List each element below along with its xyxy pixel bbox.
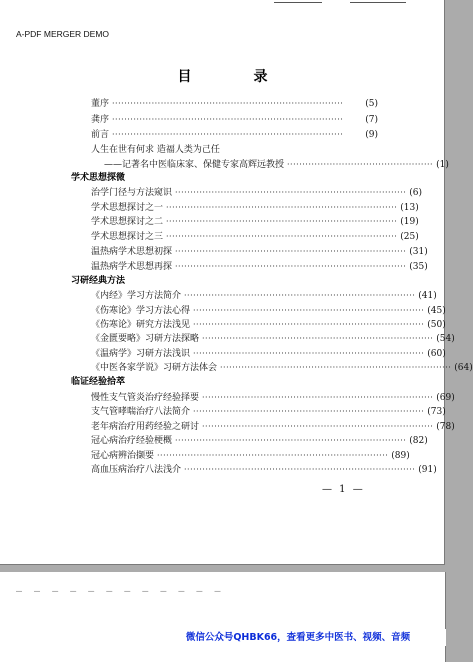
toc-entry-page: (31) [409, 247, 428, 257]
toc-entry-label: 龚序 [91, 115, 110, 125]
toc-entry-page: (50) [427, 320, 446, 330]
toc-entry-label: 支气管哮喘治疗八法简介 [91, 407, 191, 417]
toc-entry-label: 《中医各家学说》习研方法体会 [91, 363, 218, 373]
toc-entry-label: 《温病学》习研方法浅识 [91, 349, 191, 359]
toc-entry-page: (60) [427, 349, 446, 359]
toc-entry[interactable] [91, 333, 455, 345]
leader-dots: ············································································ [202, 334, 434, 343]
toc-entry[interactable] [91, 216, 419, 228]
section-heading: 学术思想探微 [71, 173, 126, 183]
leader-dots: ············································································ [175, 436, 407, 445]
toc-entry-label: 温热病学术思想初探 [91, 247, 173, 257]
page-title: 目录 [177, 69, 330, 85]
leader-dots: ············································································ [193, 306, 425, 315]
leader-dots: ············································································ [184, 465, 416, 474]
leader-dots: ············································································ [193, 320, 425, 329]
toc-entry[interactable] [91, 231, 419, 243]
toc-entry-label: 冠心病治疗经验梗概 [91, 436, 173, 446]
leader-dots: ············································································ [112, 115, 344, 124]
leader-dots: ············································································ [166, 203, 398, 212]
toc-entry-label: 治学门径与方法窥识 [91, 188, 173, 198]
toc-entry[interactable] [91, 290, 437, 302]
toc-entry-label: 《内经》学习方法简介 [91, 291, 182, 301]
leader-dots: ················································ [287, 160, 434, 169]
toc-entry-label: 冠心病辨治撷要 [91, 451, 155, 461]
toc-entry-page: (45) [427, 306, 446, 316]
toc-entry-page: (6) [409, 188, 423, 198]
toc-entry[interactable] [91, 261, 428, 273]
toc-entry-label: 《金匮要略》习研方法探略 [91, 334, 200, 344]
leader-dots: ············································································ [166, 217, 398, 226]
leader-dots: ············································································ [175, 262, 407, 271]
leader-dots: ············································································ [202, 393, 434, 402]
toc-entry[interactable] [91, 246, 428, 258]
toc-entry[interactable] [104, 159, 449, 171]
toc-entry-label: 《伤寒论》学习方法心得 [91, 306, 191, 316]
feature-subtitle: ——记著名中医临床家、保健专家高辉远教授 [104, 160, 285, 170]
toc-entry-page: (41) [418, 291, 437, 301]
toc-entry-label: 学术思想探讨之二 [91, 217, 164, 227]
leader-dots: ············································································ [112, 99, 344, 108]
toc-entry-page: (73) [427, 407, 446, 417]
toc-entry-page: (19) [400, 217, 419, 227]
toc-entry[interactable] [91, 392, 455, 404]
toc-entry-page: (13) [400, 203, 419, 213]
toc-entry-label: 董序 [91, 99, 110, 109]
toc-entry-label: 温热病学术思想再探 [91, 262, 173, 272]
toc-entry[interactable] [91, 421, 455, 433]
leader-dots: ············································································ [202, 422, 434, 431]
toc-entry-page: (9) [365, 130, 378, 140]
toc-entry[interactable] [91, 362, 473, 374]
leader-dots: ············································································ [175, 188, 407, 197]
toc-entry[interactable] [91, 187, 423, 199]
toc-entry-label: 老年病治疗用药经验之研讨 [91, 422, 200, 432]
toc-entry[interactable] [91, 406, 446, 418]
toc-entry[interactable] [91, 305, 446, 317]
leader-dots: ············································································ [166, 232, 398, 241]
demo-banner: A-PDF MERGER DEMO [16, 29, 110, 39]
toc-entry-label: 学术思想探讨之一 [91, 203, 164, 213]
leader-dots: ············································································ [193, 407, 425, 416]
toc-entry-label: 《伤寒论》研究方法浅见 [91, 320, 191, 330]
toc-entry[interactable] [91, 348, 446, 360]
toc-entry[interactable] [91, 464, 437, 476]
toc-entry[interactable] [91, 202, 419, 214]
toc-entry[interactable] [91, 435, 428, 447]
toc-entry-page: (82) [409, 436, 428, 446]
toc-entry-page: (1) [436, 160, 449, 170]
toc-entry[interactable] [91, 98, 378, 110]
toc-entry[interactable] [91, 319, 446, 331]
toc-entry-label: 慢性支气管炎治疗经验择要 [91, 393, 200, 403]
toc-entry-page: (5) [365, 99, 378, 109]
toc-entry[interactable] [91, 114, 378, 126]
leader-dots: ············································································ [112, 130, 344, 139]
leader-dots: ············································································ [193, 349, 425, 358]
page-number: — 1 — [322, 484, 365, 495]
toc-entry-page: (54) [436, 334, 455, 344]
leader-dots: ············································································ [157, 451, 389, 460]
leader-dots: ············································································ [184, 291, 416, 300]
toc-entry-page: (25) [400, 232, 419, 242]
section-heading: 临证经验拾萃 [71, 377, 126, 387]
toc-entry-page: (7) [365, 115, 378, 125]
toc-entry-page: (89) [391, 451, 410, 461]
toc-entry-label: 前言 [91, 130, 110, 140]
watermark-banner: 微信公众号QHBK66，查看更多中医书、视频、音频 [150, 629, 446, 646]
toc-entry[interactable] [91, 129, 378, 141]
leader-dots: ············································································ [220, 363, 452, 372]
section-heading: 习研经典方法 [71, 276, 126, 286]
feature-title[interactable]: 人生在世有何求 造福人类为己任 [91, 145, 220, 155]
leader-dots: ············································································ [175, 247, 407, 256]
next-document-page [0, 572, 446, 662]
toc-entry-page: (78) [436, 422, 455, 432]
toc-entry-page: (35) [409, 262, 428, 272]
toc-entry[interactable] [91, 450, 410, 462]
toc-entry-page: (91) [418, 465, 437, 475]
page-top-dashes: — — — — — — — — — — — — [16, 586, 224, 597]
toc-entry-label: 高血压病治疗八法浅介 [91, 465, 182, 475]
toc-entry-label: 学术思想探讨之三 [91, 232, 164, 242]
toc-entry-page: (64) [454, 363, 473, 373]
toc-entry-page: (69) [436, 393, 455, 403]
